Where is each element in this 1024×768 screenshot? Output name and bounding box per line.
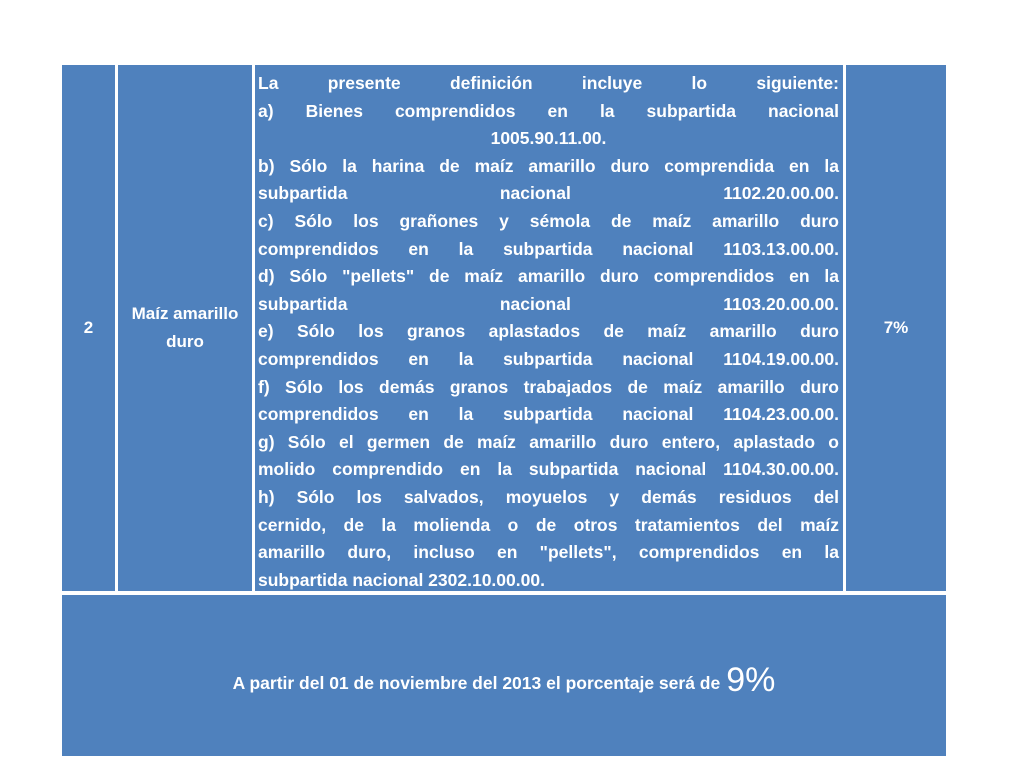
row-number-cell [62,65,115,591]
definition-line-f: f) Sólo los demás granos trabajados de maíz amarillo duro [258,376,839,397]
definition-line-b-code: subpartida nacional 1102.20.00.00. [258,183,839,204]
product-name: Maíz amarillo duro [131,304,239,351]
definition-line-h-3: amarillo duro, incluso en "pellets", comprendidos en la [258,542,839,563]
footer-text: A partir del 01 de noviembre del 2013 el porcentaje será de [232,673,721,693]
definition-line-h: h) Sólo los salvados, moyuelos y demás residuos del [258,486,839,507]
definition-line-h-2: cernido, de la molienda o de otros tratamientos del maíz [258,514,839,535]
definition-line-e: e) Sólo los granos aplastados de maíz amarillo duro [258,321,839,342]
footer-note [233,651,776,700]
percentage-value: 7% [883,318,909,337]
definition-line-a-code: 1005.90.11.00. [490,128,607,149]
product-cell [118,65,252,591]
footer-row [62,595,946,756]
definition-line-a: a) Bienes comprendidos en la subpartida nacional [258,100,839,121]
definition-line-d-code: subpartida nacional 1103.20.00.00. [258,293,839,314]
percentage-cell [846,65,946,591]
definition-table [60,63,948,756]
definition-cell [255,65,843,591]
definition-line-b: b) Sólo la harina de maíz amarillo duro comprendida en la [258,155,839,176]
definition-intro: La presente definición incluye lo siguiente: [258,73,839,93]
definition-line-c-code: comprendidos en la subpartida nacional 1103.13.00.00. [258,238,839,259]
footer-percentage: 9% [726,661,776,699]
row-number: 2 [83,318,94,337]
definition-line-g-code: molido comprendido en la subpartida nacional 1104.30.00.00. [258,459,839,480]
table-row [60,63,948,591]
definition-line-f-code: comprendidos en la subpartida nacional 1104.23.00.00. [258,404,839,425]
definition-line-h-code: subpartida nacional 2302.10.00.00. [258,569,545,590]
definition-line-e-code: comprendidos en la subpartida nacional 1104.19.00.00. [258,348,839,369]
definition-line-g: g) Sólo el germen de maíz amarillo duro entero, aplastado o [258,431,839,452]
definition-line-d: d) Sólo "pellets" de maíz amarillo duro comprendidos en la [258,266,839,287]
definition-line-c: c) Sólo los grañones y sémola de maíz amarillo duro [258,210,839,231]
